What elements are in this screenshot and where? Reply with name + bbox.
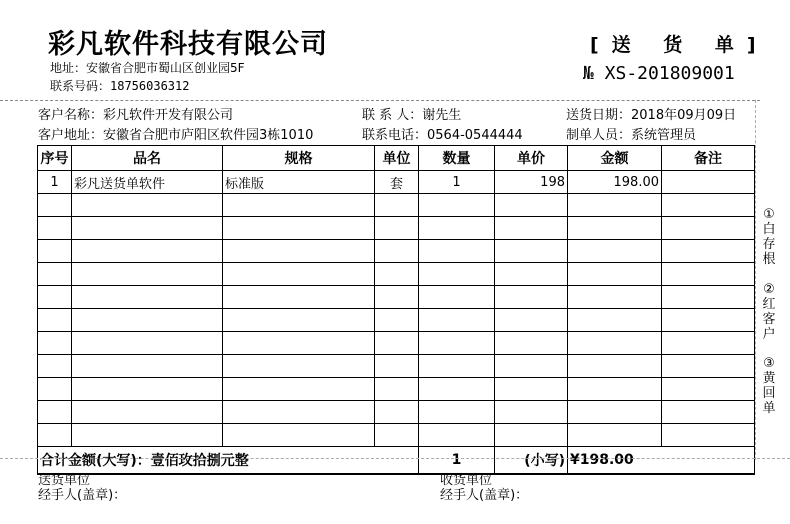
empty-cell[interactable] xyxy=(495,309,568,332)
empty-cell[interactable] xyxy=(495,194,568,217)
empty-cell[interactable] xyxy=(568,286,662,309)
receiver-handler-label: 经手人(盖章)： xyxy=(440,488,529,503)
empty-cell[interactable] xyxy=(72,401,223,424)
table-row[interactable] xyxy=(38,171,755,194)
footer-divider xyxy=(0,458,790,460)
empty-cell[interactable] xyxy=(72,309,223,332)
empty-cell[interactable] xyxy=(375,194,419,217)
empty-cell[interactable] xyxy=(72,286,223,309)
sender-handler-label: 经手人(盖章)： xyxy=(38,488,127,503)
empty-cell[interactable] xyxy=(38,217,72,240)
empty-cell[interactable] xyxy=(375,332,419,355)
empty-cell[interactable] xyxy=(662,309,755,332)
cell-remark[interactable] xyxy=(662,171,755,194)
table-row[interactable] xyxy=(38,401,755,424)
empty-cell[interactable] xyxy=(568,240,662,263)
empty-cell[interactable] xyxy=(38,424,72,447)
table-row[interactable] xyxy=(38,378,755,401)
empty-cell[interactable] xyxy=(375,424,419,447)
delivery-items-table xyxy=(37,145,755,475)
cell-index[interactable]: 1 xyxy=(38,171,72,194)
cell-quantity[interactable]: 1 xyxy=(419,171,495,194)
empty-cell[interactable] xyxy=(223,194,375,217)
empty-cell[interactable] xyxy=(38,286,72,309)
empty-cell[interactable] xyxy=(223,424,375,447)
empty-cell[interactable] xyxy=(223,309,375,332)
empty-cell[interactable] xyxy=(495,424,568,447)
empty-cell[interactable] xyxy=(662,401,755,424)
empty-cell[interactable] xyxy=(568,424,662,447)
side-note-red-copy: ②红客户 xyxy=(762,282,776,342)
right-divider xyxy=(755,100,757,460)
empty-cell[interactable] xyxy=(419,240,495,263)
table-row[interactable] xyxy=(38,286,755,309)
empty-cell[interactable] xyxy=(495,332,568,355)
empty-cell[interactable] xyxy=(38,401,72,424)
table-row[interactable] xyxy=(38,355,755,378)
empty-cell[interactable] xyxy=(419,401,495,424)
total-row xyxy=(38,447,755,475)
empty-cell[interactable] xyxy=(568,355,662,378)
customer-name: 客户名称：彩凡软件开发有限公司 xyxy=(38,108,234,123)
empty-cell[interactable] xyxy=(662,263,755,286)
empty-cell[interactable] xyxy=(223,332,375,355)
cell-price[interactable]: 198 xyxy=(495,171,568,194)
empty-cell[interactable] xyxy=(375,378,419,401)
contact-person: 联 系 人：谢先生 xyxy=(362,108,462,123)
empty-cell[interactable] xyxy=(72,332,223,355)
empty-cell[interactable] xyxy=(495,240,568,263)
top-divider xyxy=(0,100,760,102)
empty-cell[interactable] xyxy=(568,309,662,332)
company-phone: 联系号码：18756036312 xyxy=(50,79,190,93)
empty-cell[interactable] xyxy=(568,194,662,217)
empty-cell[interactable] xyxy=(419,263,495,286)
empty-cell[interactable] xyxy=(72,424,223,447)
empty-cell[interactable] xyxy=(72,355,223,378)
empty-cell[interactable] xyxy=(662,286,755,309)
empty-cell[interactable] xyxy=(375,309,419,332)
empty-cell[interactable] xyxy=(419,286,495,309)
empty-cell[interactable] xyxy=(223,263,375,286)
empty-cell[interactable] xyxy=(375,401,419,424)
col-header-amount: 金额 xyxy=(568,146,662,171)
contact-phone: 联系电话：0564-0544444 xyxy=(362,128,523,143)
delivery-date: 送货日期：2018年09月09日 xyxy=(566,108,737,123)
table-row[interactable] xyxy=(38,194,755,217)
table-row[interactable] xyxy=(38,424,755,447)
empty-cell[interactable] xyxy=(38,378,72,401)
empty-cell[interactable] xyxy=(223,240,375,263)
empty-cell[interactable] xyxy=(568,332,662,355)
empty-cell[interactable] xyxy=(568,378,662,401)
empty-cell[interactable] xyxy=(223,286,375,309)
cell-unit[interactable]: 套 xyxy=(375,171,419,194)
empty-cell[interactable] xyxy=(72,194,223,217)
empty-cell[interactable] xyxy=(662,217,755,240)
empty-cell[interactable] xyxy=(495,217,568,240)
empty-cell[interactable] xyxy=(375,355,419,378)
empty-cell[interactable] xyxy=(419,217,495,240)
empty-cell[interactable] xyxy=(662,194,755,217)
empty-cell[interactable] xyxy=(72,240,223,263)
total-amount: ¥198.00 xyxy=(568,447,755,475)
table-row[interactable] xyxy=(38,240,755,263)
empty-cell[interactable] xyxy=(375,217,419,240)
empty-cell[interactable] xyxy=(72,263,223,286)
empty-cell[interactable] xyxy=(375,263,419,286)
col-header-unit: 单位 xyxy=(375,146,419,171)
empty-cell[interactable] xyxy=(568,217,662,240)
table-header-row xyxy=(38,146,755,171)
empty-cell[interactable] xyxy=(662,355,755,378)
empty-cell[interactable] xyxy=(568,401,662,424)
empty-cell[interactable] xyxy=(662,424,755,447)
empty-cell[interactable] xyxy=(38,263,72,286)
cell-spec[interactable]: 标准版 xyxy=(223,171,375,194)
empty-cell[interactable] xyxy=(495,263,568,286)
empty-cell[interactable] xyxy=(375,240,419,263)
document-maker: 制单人员：系统管理员 xyxy=(566,128,697,143)
sender-unit-label: 送货单位 xyxy=(38,473,91,488)
empty-cell[interactable] xyxy=(223,217,375,240)
empty-cell[interactable] xyxy=(375,286,419,309)
empty-cell[interactable] xyxy=(495,401,568,424)
empty-cell[interactable] xyxy=(38,332,72,355)
table-row[interactable] xyxy=(38,332,755,355)
table-row[interactable] xyxy=(38,217,755,240)
empty-cell[interactable] xyxy=(419,424,495,447)
empty-cell[interactable] xyxy=(495,286,568,309)
empty-cell[interactable] xyxy=(72,217,223,240)
side-note-yellow-copy: ③黄回单 xyxy=(762,356,776,416)
empty-cell[interactable] xyxy=(38,355,72,378)
col-header-quantity: 数量 xyxy=(419,146,495,171)
small-amount-label: (小写) xyxy=(495,447,568,475)
empty-cell[interactable] xyxy=(662,378,755,401)
document-title: [送 货 单] xyxy=(590,34,769,56)
empty-cell[interactable] xyxy=(662,332,755,355)
empty-cell[interactable] xyxy=(38,194,72,217)
empty-cell[interactable] xyxy=(495,378,568,401)
company-address: 地址：安徽省合肥市蜀山区创业园5F xyxy=(50,61,245,75)
empty-cell[interactable] xyxy=(223,378,375,401)
empty-cell[interactable] xyxy=(38,309,72,332)
empty-cell[interactable] xyxy=(72,378,223,401)
empty-cell[interactable] xyxy=(223,401,375,424)
empty-cell[interactable] xyxy=(38,240,72,263)
empty-cell[interactable] xyxy=(419,355,495,378)
col-header-product: 品名 xyxy=(72,146,223,171)
col-header-remark: 备注 xyxy=(662,146,755,171)
empty-cell[interactable] xyxy=(495,355,568,378)
table-row[interactable] xyxy=(38,263,755,286)
empty-cell[interactable] xyxy=(223,355,375,378)
col-header-index: 序号 xyxy=(38,146,72,171)
empty-cell[interactable] xyxy=(419,332,495,355)
cell-product[interactable]: 彩凡送货单软件 xyxy=(72,171,223,194)
table-row[interactable] xyxy=(38,309,755,332)
receiver-unit-label: 收货单位 xyxy=(440,473,493,488)
empty-cell[interactable] xyxy=(419,194,495,217)
cell-amount[interactable]: 198.00 xyxy=(568,171,662,194)
total-in-words: 合计金额(大写)：壹佰玫拾捌元整 xyxy=(38,447,419,475)
total-quantity: 1 xyxy=(419,447,495,475)
col-header-price: 单价 xyxy=(495,146,568,171)
empty-cell[interactable] xyxy=(662,240,755,263)
col-header-spec: 规格 xyxy=(223,146,375,171)
empty-cell[interactable] xyxy=(419,309,495,332)
side-note-white-copy: ①白存根 xyxy=(762,207,776,267)
company-name: 彩凡软件科技有限公司 xyxy=(48,29,328,60)
customer-address: 客户地址：安徽省合肥市庐阳区软件园3栋1010 xyxy=(38,128,314,143)
empty-cell[interactable] xyxy=(419,378,495,401)
document-number: № XS-201809001 xyxy=(583,63,735,84)
empty-cell[interactable] xyxy=(568,263,662,286)
